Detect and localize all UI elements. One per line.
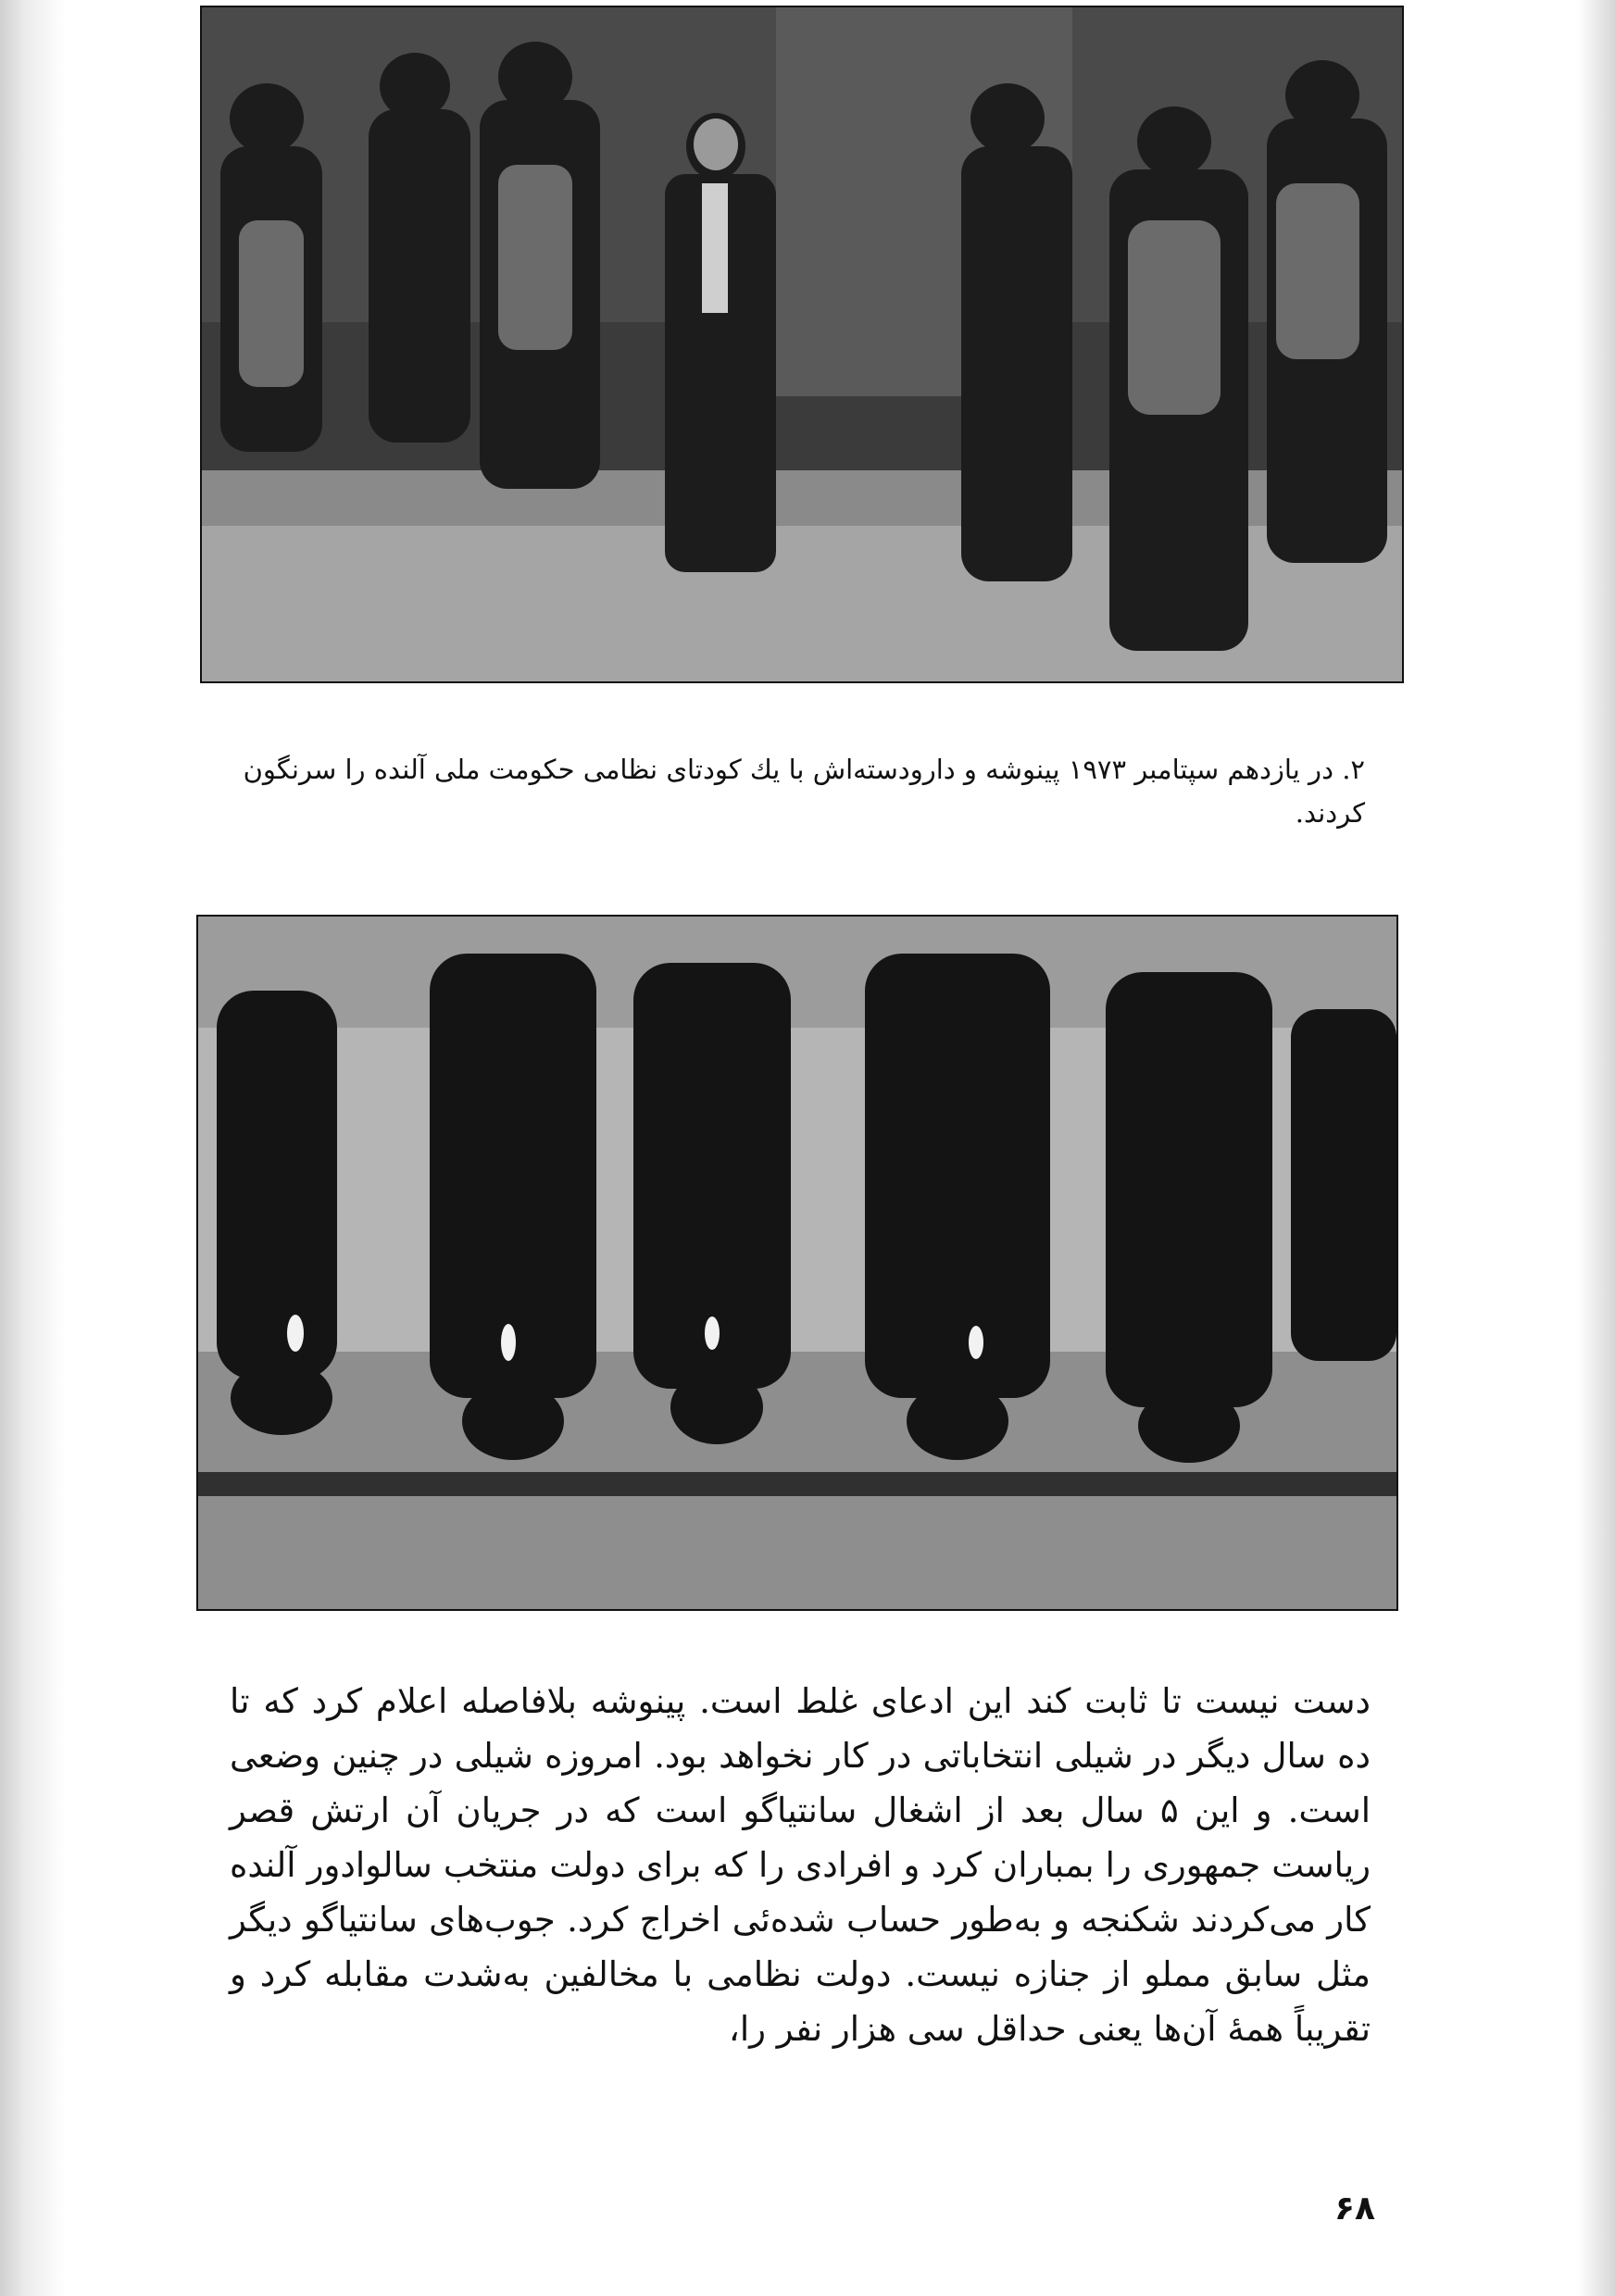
scan-shadow-right xyxy=(1578,0,1615,2296)
page-number: ۶۸ xyxy=(1334,2190,1375,2227)
photo-caption: ۲. در یازدهم سپتامبر ۱۹۷۳ پینوشه و دارودسته‌اش با یك کودتای نظامی حکومت ملی آلنده را سرنگون کردند. xyxy=(243,754,1365,829)
body-text xyxy=(230,1674,1371,2056)
scan-shadow-left xyxy=(0,0,65,2296)
body-paragraph: دست نیست تا ثابت کند این ادعای غلط است. پینوشه بلافاصله اعلام کرد که تا ده سال دیگر در شیلی انتخاباتی در کار نخواهد بود. امروزه شیلی در چنین وضعی است. و این ۵ سال بعد از اشغال سانتیاگو است که در جریان آن ارتش قصر ریاست جمهوری را بمباران کرد و افرادی را که برای دولت منتخب سالوادور آلنده کار می‌کردند شکنجه و به‌طور حساب شده‌ئی اخراج کرد. جوب‌های سانتیاگو دیگر مثل سابق مملو از جنازه نیست. دولت نظامی با مخالفین به‌شدت مقابله کرد و تقریباً همهٔ آن‌ها یعنی حداقل سی هزار نفر را، xyxy=(230,1681,1371,2049)
photo-silhouettes xyxy=(196,915,1398,1611)
photo-soldiers xyxy=(200,6,1404,683)
